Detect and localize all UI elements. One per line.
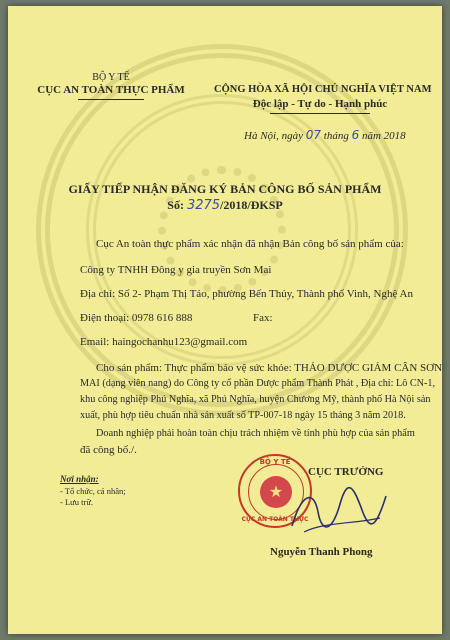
intro-text: Cục An toàn thực phẩm xác nhận đã nhận Bản công bố sản phẩm của: [96, 238, 404, 250]
date-month: 6 [351, 128, 360, 142]
recipients-label: Nơi nhận: [60, 474, 99, 484]
star-icon: ★ [268, 484, 284, 501]
document-sheet [8, 6, 442, 634]
company-fax: Fax: [253, 312, 273, 324]
recipient-1: - Tổ chức, cá nhân; [60, 486, 126, 496]
commitment-line-2: đã công bố./. [80, 444, 137, 456]
date-month-word: tháng [323, 130, 349, 142]
number-suffix: /2018/ĐKSP [220, 198, 283, 212]
product-line-2: MAI (dạng viên nang) do Công ty cổ phần Dược phẩm Thành Phát , Địa chỉ: Lô CN-1, [80, 378, 436, 389]
date-place: Hà Nội, ngày [244, 130, 303, 142]
product-line-4: xuất, phù hợp tiêu chuẩn nhà sản xuất số TP-007-18 ngày 15 tháng 3 năm 2018. [80, 410, 406, 421]
product-line-1: Cho sản phẩm: Thực phẩm bảo vệ sức khỏe: THẢO DƯỢC GIẢM CÂN SƠN [96, 362, 442, 374]
number-value: 3275 [186, 198, 221, 213]
national-slogan: Độc lập - Tự do - Hạnh phúc [252, 98, 388, 110]
issue-date [244, 128, 406, 142]
commitment-line-1: Doanh nghiệp phải hoàn toàn chịu trách nhiệm về tính phù hợp của sản phẩm [96, 428, 415, 439]
company-email: Email: haingochanhu123@gmail.com [80, 336, 248, 348]
signer-name: Nguyễn Thanh Phong [270, 546, 373, 558]
document-title: GIẤY TIẾP NHẬN ĐĂNG KÝ BẢN CÔNG BỐ SẢN PHẨM [68, 182, 382, 196]
document-number [8, 198, 442, 213]
company-address: Địa chỉ: Số 2- Phạm Thị Tảo, phường Bến Thủy, Thành phố Vinh, Nghệ An [80, 288, 413, 300]
signature-scribble [284, 482, 394, 540]
number-label: Số: [167, 198, 184, 212]
recipient-2: - Lưu trữ. [60, 497, 94, 507]
agency-underline [78, 99, 144, 100]
signature-title: CỤC TRƯỞNG [308, 466, 384, 478]
date-year: năm 2018 [361, 130, 406, 142]
company-phone: Điện thoại: 0978 616 888 [80, 312, 193, 324]
agency-ministry: BỘ Y TẾ [92, 72, 130, 83]
product-line-3: khu công nghiệp Phú Nghĩa, xã Phú Nghĩa, huyện Chương Mỹ, thành phố Hà Nội sản [80, 394, 431, 405]
seal-bottom-text: CỤC AN TOÀN THỰC [241, 516, 309, 523]
date-day: 07 [305, 128, 322, 142]
agency-name: CỤC AN TOÀN THỰC PHẨM [37, 84, 185, 96]
seal-top-text: BỘ Y TẾ [259, 458, 291, 466]
national-motto: CỘNG HÒA XÃ HỘI CHỦ NGHĨA VIỆT NAM [214, 84, 432, 95]
slogan-underline [270, 113, 370, 114]
company-name: Công ty TNHH Đông y gia truyền Sơn Mai [80, 264, 272, 276]
